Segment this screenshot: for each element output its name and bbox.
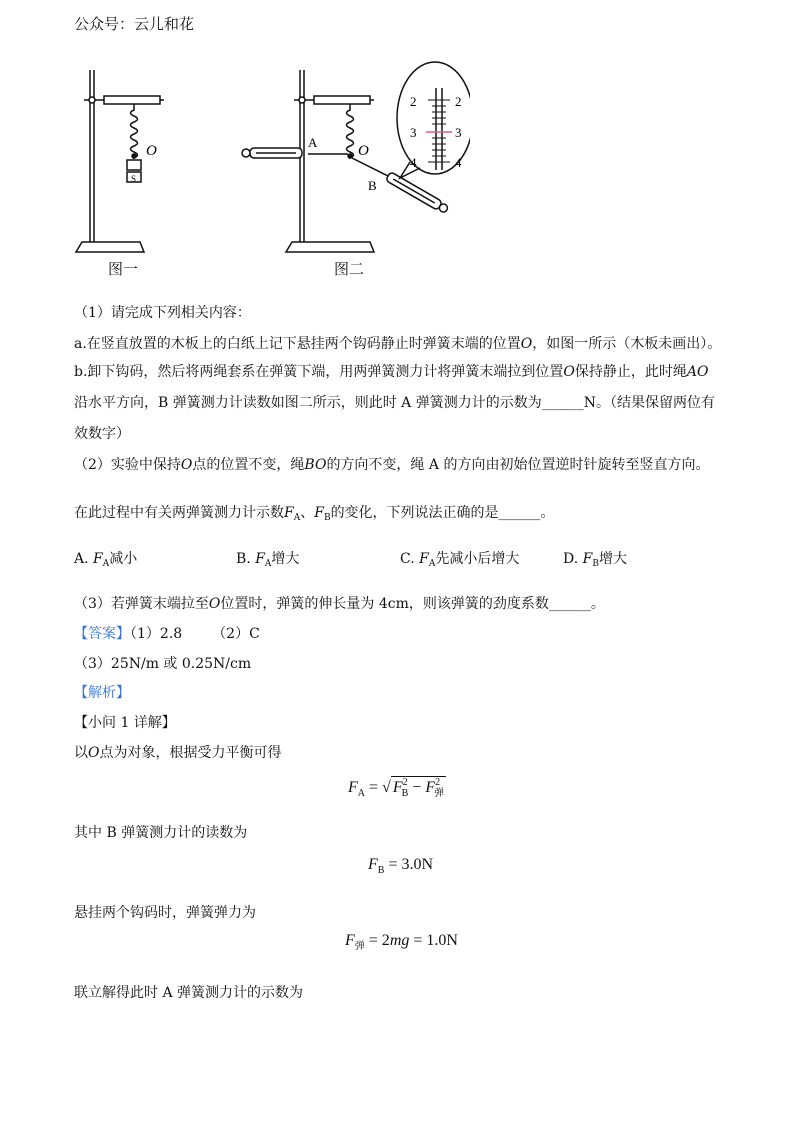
q1-line-b2: 沿水平方向，B 弹簧测力计读数如图二所示，则此时 A 弹簧测力计的示数为______N。（结果保留两位有 xyxy=(74,395,715,411)
label-weight: S xyxy=(131,174,137,184)
label-o-fig1: O xyxy=(146,143,157,159)
equation-3: $F_弹 = 2mg = 1.0N$ xyxy=(345,932,458,952)
scale-4-right: 4 xyxy=(455,155,462,170)
label-a: A xyxy=(308,135,318,150)
q2-line-1: （2）实验中保持O点的位置不变，绳BO的方向不变，绳 A 的方向由初始位置逆时针旋转至竖直方向。 xyxy=(74,457,710,473)
analysis-tag: 【解析】 xyxy=(74,685,130,701)
analysis-line-1: 以O点为对象，根据受力平衡可得 xyxy=(74,745,282,761)
scale-4-left: 4 xyxy=(410,155,417,170)
q1-line-b3: 效数字） xyxy=(74,426,130,442)
scale-2-right: 2 xyxy=(455,94,462,109)
q2-line-2: 在此过程中有关两弹簧测力计示数$F_A$、$F_B$的变化，下列说法正确的是______。 xyxy=(74,505,555,523)
answer-line-3: （3）25N/m 或 0.25N/cm xyxy=(74,656,252,672)
option-d[interactable]: D. $F_B$增大 xyxy=(563,551,627,569)
analysis-line-2: 其中 B 弹簧测力计的读数为 xyxy=(74,825,248,841)
caption-figure-1: 图一 xyxy=(108,260,139,278)
scale-2-left: 2 xyxy=(410,94,417,109)
option-c[interactable]: C. $F_A$先减小后增大 xyxy=(400,551,520,569)
scale-3-right: 3 xyxy=(455,125,462,140)
q3-line-1: （3）若弹簧末端拉至O位置时，弹簧的伸长量为 4cm，则该弹簧的劲度系数______。 xyxy=(74,596,605,612)
option-b[interactable]: B. $F_A$增大 xyxy=(236,551,300,569)
label-o-fig2: O xyxy=(358,143,369,159)
analysis-line-3: 悬挂两个钩码时，弹簧弹力为 xyxy=(74,905,256,921)
equation-1: $F_A$ = √ $F^2_B - F^2_弹$ xyxy=(348,777,445,799)
label-b: B xyxy=(368,178,377,193)
answer-line-1: 【答案】（1）2.8 （2）C xyxy=(74,626,260,642)
account-header: 公众号：云儿和花 xyxy=(74,15,195,33)
analysis-line-4: 联立解得此时 A 弹簧测力计的示数为 xyxy=(74,985,304,1001)
q1-line-b1: b.卸下钩码，然后将两绳套系在弹簧下端，用两弹簧测力计将弹簧末端拉到位置O保持静止，此时绳AO xyxy=(74,364,709,380)
analysis-sub1: 【小问 1 详解】 xyxy=(74,715,176,731)
equation-2: $F_B = 3.0N$ xyxy=(368,856,434,876)
q1-intro: （1）请完成下列相关内容： xyxy=(74,305,251,321)
scale-3-left: 3 xyxy=(410,125,417,140)
stand-figure-1 xyxy=(76,70,164,252)
q1-line-a: a.在竖直放置的木板上的白纸上记下悬挂两个钩码静止时弹簧末端的位置O，如图一所示（木板未画出）。 xyxy=(74,336,722,352)
stand-figure-2 xyxy=(242,62,470,252)
answer-tag: 【答案】 xyxy=(74,626,130,642)
experiment-figure xyxy=(70,60,470,260)
option-a[interactable]: A. $F_A$减小 xyxy=(74,551,138,569)
caption-figure-2: 图二 xyxy=(334,260,365,278)
